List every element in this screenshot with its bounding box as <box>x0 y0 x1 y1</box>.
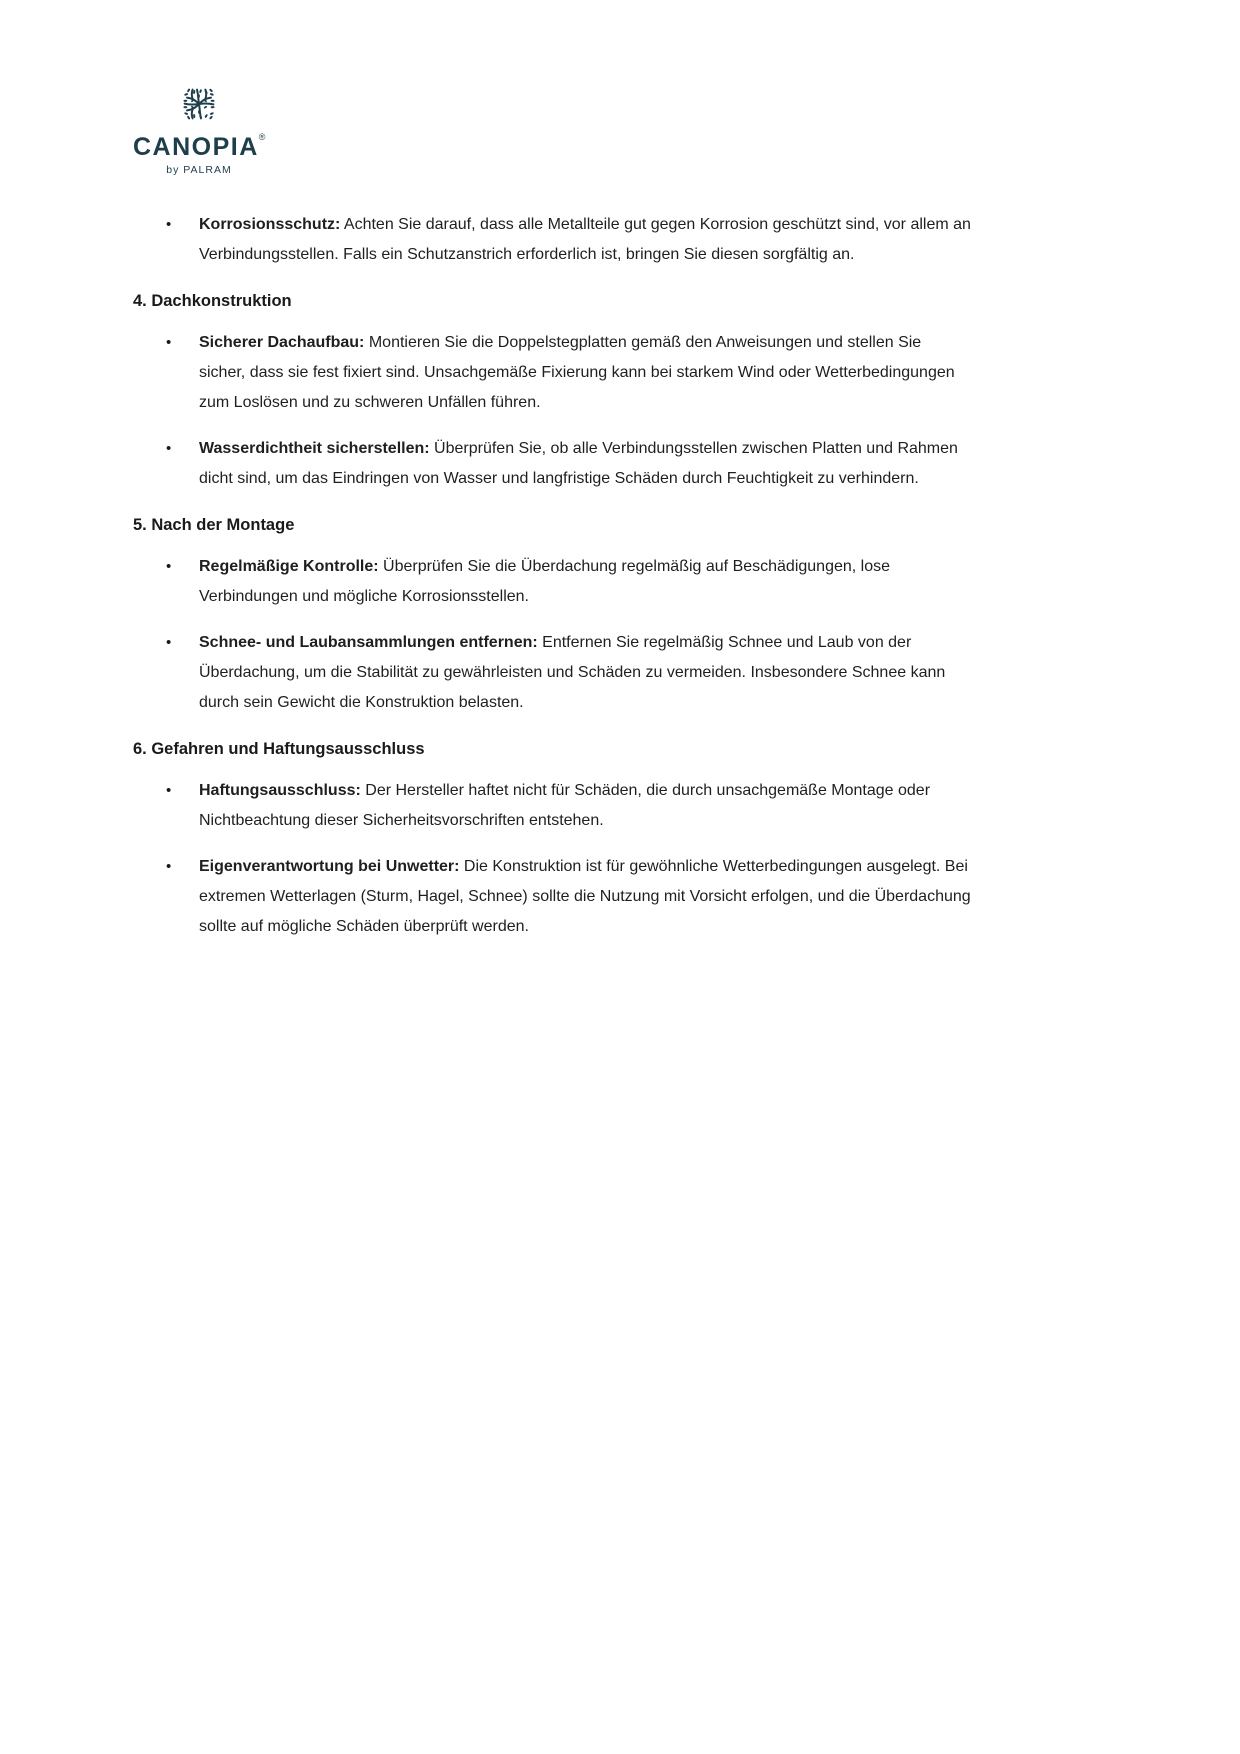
bullet-body: Überprüfen Sie die Überdachung regelmäßig auf Beschädigungen, lose Verbindungen und mögliche Korrosionsstellen. <box>199 558 891 605</box>
bullet-body: Der Hersteller haftet nicht für Schäden, die durch unsachgemäße Montage oder Nichtbeachtung dieser Sicherheitsvorschriften entstehen. <box>199 782 931 829</box>
tree-canopy-icon <box>175 78 223 130</box>
bullet-paragraph <box>199 552 971 612</box>
bullet-paragraph <box>199 434 971 494</box>
brand-wordmark <box>133 132 266 161</box>
list-item <box>133 328 1105 418</box>
document-content <box>133 210 1105 942</box>
list-item <box>133 210 1105 270</box>
bullet-dot-icon: • <box>166 216 172 233</box>
bullet-dot-icon: • <box>166 334 172 351</box>
brand-name: CANOPIA <box>133 133 259 161</box>
bullet-dot-icon: • <box>166 858 172 875</box>
brand-logo <box>133 78 265 176</box>
bullet-paragraph <box>199 852 971 942</box>
bullet-paragraph <box>199 328 971 418</box>
bullet-lead: Regelmäßige Kontrolle: <box>199 558 379 575</box>
bullet-lead: Haftungsausschluss: <box>199 782 361 799</box>
bullet-paragraph <box>199 628 971 718</box>
bullet-dot-icon: • <box>166 440 172 457</box>
bullet-paragraph <box>199 210 971 270</box>
list-item <box>133 434 1105 494</box>
registered-mark: ® <box>258 132 266 142</box>
section-bullet-list <box>133 552 1105 718</box>
list-item <box>133 852 1105 942</box>
bullet-paragraph <box>199 776 971 836</box>
section-heading-nach-der-montage: 5. Nach der Montage <box>133 516 295 534</box>
bullet-dot-icon: • <box>166 634 172 651</box>
bullet-lead: Sicherer Dachaufbau: <box>199 334 365 351</box>
section-heading-dachkonstruktion: 4. Dachkonstruktion <box>133 292 292 310</box>
list-item <box>133 552 1105 612</box>
bullet-body: Montieren Sie die Doppelstegplatten gemäß den Anweisungen und stellen Sie sicher, dass sie fest fixiert sind. Unsachgemäße Fixierung kann bei starkem Wind oder Wetterbedingungen zum Loslösen und zu schweren Unfällen führen. <box>199 334 955 411</box>
list-item <box>133 628 1105 718</box>
intro-bullet-list <box>133 210 1105 270</box>
list-item <box>133 776 1105 836</box>
section-heading-gefahren-haftungsausschluss: 6. Gefahren und Haftungsausschluss <box>133 740 425 758</box>
bullet-body: Entfernen Sie regelmäßig Schnee und Laub von der Überdachung, um die Stabilität zu gewährleisten und Schäden zu vermeiden. Insbesondere Schnee kann durch sein Gewicht die Konstruktion belasten. <box>199 634 946 711</box>
bullet-lead: Schnee- und Laubansammlungen entfernen: <box>199 634 538 651</box>
bullet-body: Achten Sie darauf, dass alle Metallteile gut gegen Korrosion geschützt sind, vor allem an Verbindungsstellen. Falls ein Schutzanstrich erforderlich ist, bringen Sie diesen sorgfältig an. <box>199 216 971 263</box>
bullet-lead: Eigenverantwortung bei Unwetter: <box>199 858 460 875</box>
bullet-body: Überprüfen Sie, ob alle Verbindungsstellen zwischen Platten und Rahmen dicht sind, um das Eindringen von Wasser und langfristige Schäden durch Feuchtigkeit zu verhindern. <box>199 440 958 487</box>
bullet-lead: Korrosionsschutz: <box>199 216 341 233</box>
section-bullet-list <box>133 776 1105 942</box>
bullet-dot-icon: • <box>166 782 172 799</box>
brand-tagline: by PALRAM <box>166 164 232 176</box>
bullet-dot-icon: • <box>166 558 172 575</box>
bullet-body: Die Konstruktion ist für gewöhnliche Wetterbedingungen ausgelegt. Bei extremen Wetterlagen (Sturm, Hagel, Schnee) sollte die Nutzung mit Vorsicht erfolgen, und die Überdachung sollte auf mögliche Schäden überprüft werden. <box>199 858 971 935</box>
bullet-lead: Wasserdichtheit sicherstellen: <box>199 440 430 457</box>
section-bullet-list <box>133 328 1105 494</box>
